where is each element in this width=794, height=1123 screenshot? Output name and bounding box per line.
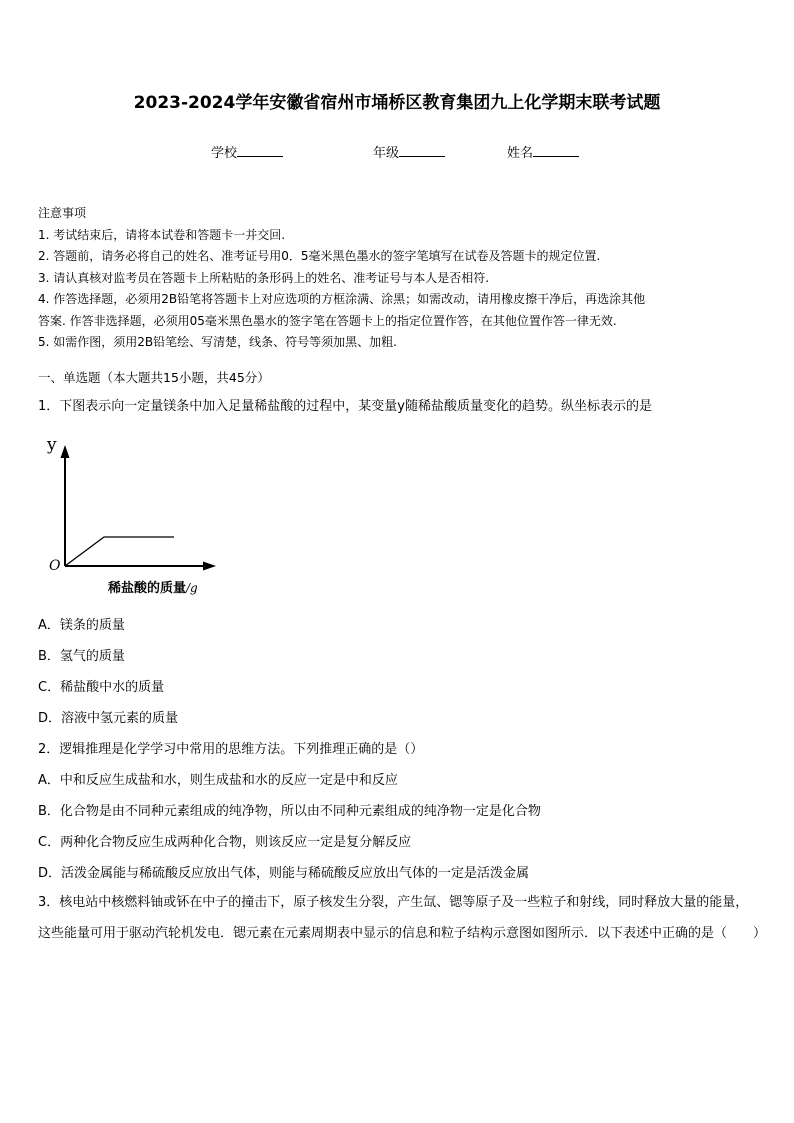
question-2-option-c: C．两种化合物反应生成两种化合物，则该反应一定是复分解反应 (38, 835, 412, 850)
question-2-option-b: B．化合物是由不同种元素组成的纯净物，所以由不同种元素组成的纯净物一定是化合物 (38, 804, 541, 819)
x-axis-label: 稀盐酸的质量/g (108, 581, 198, 596)
question-1-graph (40, 433, 240, 603)
question-1-option-b: B．氢气的质量 (38, 649, 125, 664)
grade-blank (399, 144, 445, 157)
question-1-option-c: C．稀盐酸中水的质量 (38, 680, 165, 695)
notice-line: 答案. 作答非选择题，必须用05毫米黑色墨水的签字笔在答题卡上的指定位置作答，在其他位置作答一律无效. (38, 313, 617, 328)
x-axis-unit: /g (186, 581, 198, 595)
section-heading: 一、单选题（本大题共15小题，共45分） (38, 370, 270, 385)
question-1-option-d: D．溶液中氢元素的质量 (38, 711, 179, 726)
y-axis-arrow (61, 445, 70, 458)
name-field (507, 142, 579, 161)
question-2-option-d: D．活泼金属能与稀硫酸反应放出气体，则能与稀硫酸反应放出气体的一定是活泼金属 (38, 866, 530, 881)
name-label: 姓名 (507, 146, 534, 161)
notice-line: 2. 答题前，请务必将自己的姓名、准考证号用0．5毫米黑色墨水的签字笔填写在试卷及答题卡的规定位置. (38, 249, 601, 263)
notice-line: 5. 如需作图，须用2B铅笔绘、写清楚，线条、符号等须加黑、加粗. (38, 335, 397, 349)
notice-line: 3. 请认真核对监考员在答题卡上所粘贴的条形码上的姓名、准考证号与本人是否相符. (38, 270, 490, 285)
notice-line: 1. 考试结束后，请将本试卷和答题卡一并交回. (38, 227, 286, 242)
trend-line (65, 537, 174, 566)
question-2-option-a: A．中和反应生成盐和水，则生成盐和水的反应一定是中和反应 (38, 773, 398, 788)
exam-title: 2023-2024学年安徽省宿州市埇桥区教育集团九上化学期末联考试题 (133, 93, 661, 113)
grade-field (373, 142, 445, 161)
x-axis-arrow (203, 562, 216, 571)
notice-heading: 注意事项 (38, 206, 87, 220)
notice-block (38, 203, 758, 354)
question-1-option-a: A．镁条的质量 (38, 618, 125, 633)
school-field (211, 142, 283, 161)
notice-line: 4. 作答选择题，必须用2B铅笔将答题卡上对应选项的方框涂满、涂黑；如需改动，请用橡皮擦干净后，再选涂其他 (38, 292, 646, 306)
question-1-stem: 1．下图表示向一定量镁条中加入足量稀盐酸的过程中，某变量y随稀盐酸质量变化的趋势。纵坐标表示的是 (38, 399, 652, 414)
name-blank (533, 144, 579, 157)
school-blank (237, 144, 283, 157)
question-3-stem: 3．核电站中核燃料铀或钚在中子的撞击下，原子核发生分裂，产生氙、锶等原子及一些粒子和射线，同时释放大量的能量，这些能量可用于驱动汽轮机发电．锶元素在元素周期表中显示的信息和粒子结构示意图如图所示．以下表述中正确的是（ ） (38, 895, 767, 941)
origin-label: O (49, 558, 61, 574)
grade-label: 年级 (373, 146, 400, 161)
y-axis-label: y (47, 435, 57, 455)
question-2-stem: 2．逻辑推理是化学学习中常用的思维方法。下列推理正确的是（） (38, 742, 424, 757)
school-label: 学校 (211, 146, 238, 161)
